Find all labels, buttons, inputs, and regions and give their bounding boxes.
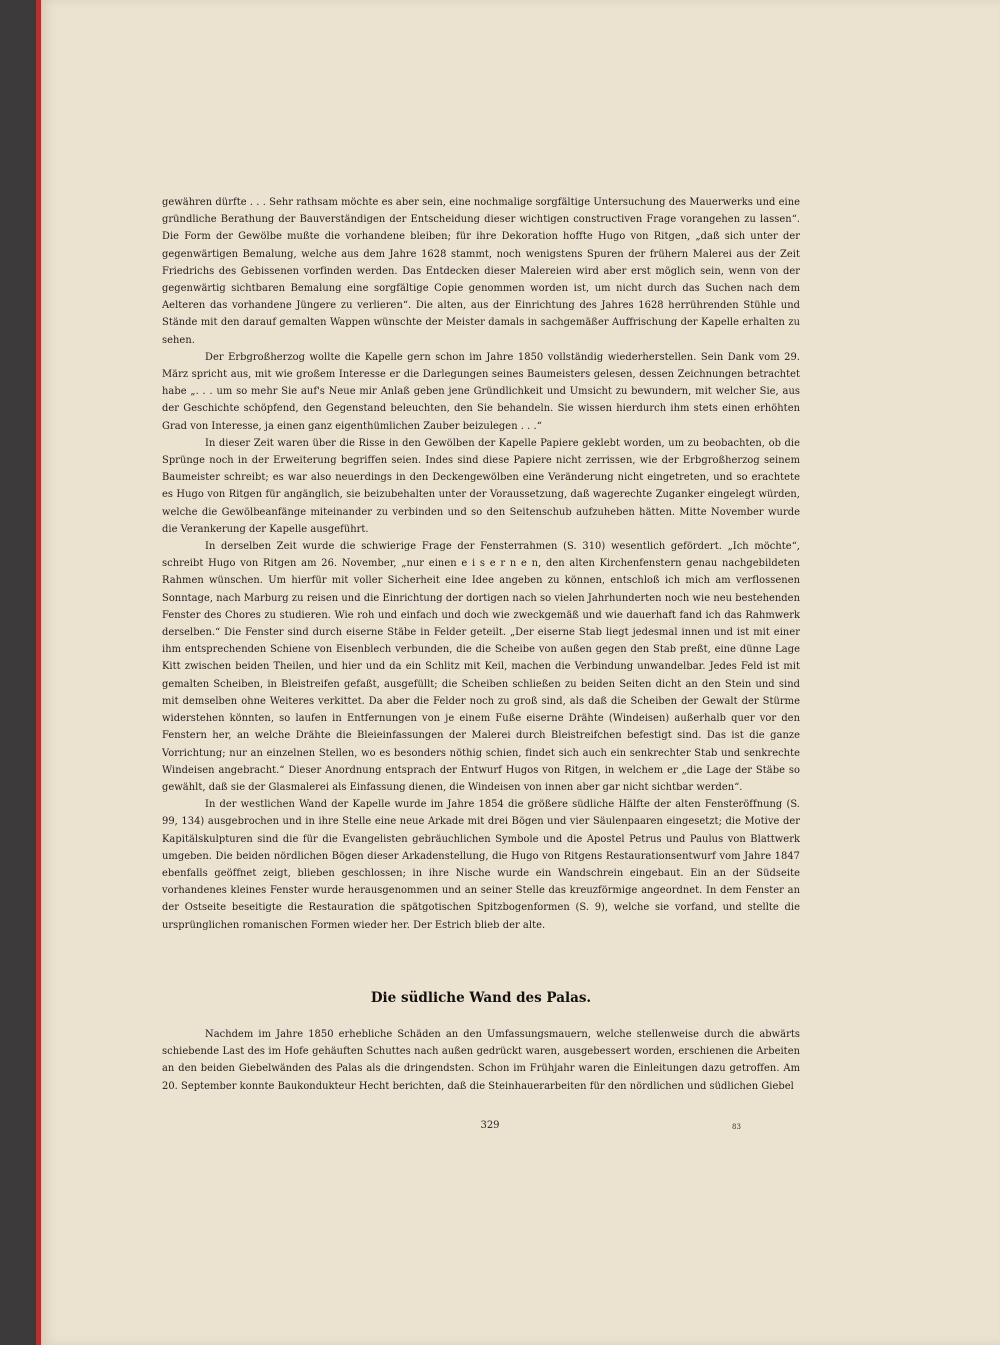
paragraph: In dieser Zeit waren über die Risse in den Gewölben der Kapelle Papiere geklebt worden, um zu beobachten, ob die Sprünge noch in der Erweiterung begriffen seien. Indes sind diese Papiere nicht zerrissen, wie der Erbgroßherzog seinem Baumeister schreibt; es war also neuerdings in den Deckengewölben eine Veränderung nicht eingetreten, und so erachtete es Hugo von Ritgen für angänglich, sie beizubehalten unter der Voraussetzung, daß wagerechte Zuganker eingelegt würden, welche die Gewölbeanfänge miteinander zu verbinden und so den Seitenschub aufzuheben hätten. Mitte November wurde die Verankerung der Kapelle ausgeführt. xyxy=(162,437,800,535)
section-text xyxy=(162,1026,800,1095)
page-number: 329 xyxy=(480,1120,500,1131)
paragraph: In derselben Zeit wurde die schwierige Frage der Fensterrahmen (S. 310) wesentlich gefördert. „Ich möchte“, schreibt Hugo von Ritgen am 26. November, „nur einen e i s e r n e n, den alten Kirchenfenstern genau nachgebildeten Rahmen wünschen. Um hierfür mit voller Sicherheit eine Idee angeben zu können, entschloß ich mich am verflossenen Sonntage, nach Marburg zu reisen und die Einrichtung der dortigen nach so vielen Jahrhunderten noch wie neu bestehenden Fenster des Chores zu studieren. Wie roh und einfach und doch wie zweckgemäß und wie dauerhaft fand ich das Rahmwerk derselben.“ Die Fenster sind durch eiserne Stäbe in Felder geteilt. „Der eiserne Stab liegt jedesmal innen und ist mit einer ihm entsprechenden Schiene von Eisenblech verbunden, die die Scheibe von außen gegen den Stab preßt, eine dünne Lage Kitt zwischen beiden Theilen, und hier und da ein Schlitz mit Keil, machen die Verbindung unwandelbar. Jedes Feld ist mit gemalten Scheiben, in Bleistreifen gefaßt, ausgefüllt; die Scheiben schließen zu beiden Seiten dicht an den Stein und sind mit demselben ohne Weiteres verkittet. Da aber die Felder noch zu groß sind, als daß die Scheiben der Gewalt der Stürme widerstehen könnten, so laufen in Entfernungen von je einem Fuße eiserne Drähte (Windeisen) außerhalb quer vor den Fenstern her, an welche Drähte die Bleieinfassungen der Malerei durch Bleistreifchen befestigt sind. Das ist die ganze Vorrichtung; nur an einzelnen Stellen, wo es besonders nöthig schien, findet sich auch ein senkrechter Stab und senkrechte Windeisen angebracht.“ Dieser Anordnung entsprach der Entwurf Hugos von Ritgen, in welchem er „die Lage der Stäbe so gewählt, daß sie der Glasmalerei als Einfassung dienen, die Windeisen von innen aber gar nicht sichtbar werden“. xyxy=(162,541,800,793)
paragraph: Der Erbgroßherzog wollte die Kapelle gern schon im Jahre 1850 vollständig wiederherstellen. Sein Dank vom 29. März spricht aus, mit wie großem Interesse er die Darlegungen seines Baumeisters gelesen, dessen Zeichnungen betrachtet habe „. . . um so mehr Sie auf's Neue mir Anlaß geben jene Gründlichkeit und Umsicht zu bewundern, mit welcher Sie, aus der Geschichte schöpfend, den Gegenstand beleuchten, den Sie behandeln. Sie wissen hierdurch ihm stets einen erhöhten Grad von Interesse, ja einen ganz eigenthümlichen Zauber beizulegen . . .“ xyxy=(162,351,800,432)
body-text xyxy=(162,194,800,934)
paragraph: gewähren dürfte . . . Sehr rathsam möchte es aber sein, eine nochmalige sorgfältige Untersuchung des Mauerwerks und eine gründliche Berathung der Bauverständigen der Entscheidung dieser wichtigen constructiven Frage vorangehen zu lassen“. Die Form der Gewölbe mußte die vorhandene bleiben; für ihre Dekoration hoffte Hugo von Ritgen, „daß sich unter der gegenwärtigen Bemalung, welche aus dem Jahre 1628 stammt, noch wenigstens Spuren der frühern Malerei aus der Zeit Friedrichs des Gebissenen vorfinden werden. Das Entdecken dieser Malereien wird aber erst möglich sein, wenn von der gegenwärtig sichtbaren Bemalung eine sorgfältige Copie genommen worden ist, um nicht durch das Suchen nach dem Aelteren das vorhandene Jüngere zu verlieren“. Die alten, aus der Einrichtung des Jahres 1628 herrührenden Stühle und Stände mit den darauf gemalten Wappen wünschte der Meister damals in sachgemäßer Auffrischung der Kapelle erhalten zu sehen. xyxy=(162,197,800,346)
signature-mark: 83 xyxy=(732,1123,741,1131)
section-heading: Die südliche Wand des Palas. xyxy=(370,990,592,1006)
paragraph: In der westlichen Wand der Kapelle wurde im Jahre 1854 die größere südliche Hälfte der alten Fensteröffnung (S. 99, 134) ausgebrochen und in ihre Stelle eine neue Arkade mit drei Bögen und vier Säulenpaaren eingesetzt; die Motive der Kapitälskulpturen sind die für die Evangelisten gebräuchlichen Symbole und die Apostel Petrus und Paulus von Blattwerk umgeben. Die beiden nördlichen Bögen dieser Arkadenstellung, die Hugo von Ritgens Restaurationsentwurf vom Jahre 1847 ebenfalls geöffnet zeigt, blieben geschlossen; in ihre Nische wurde ein Wandschrein eingebaut. Ein an der Südseite vorhandenes kleines Fenster wurde herausgenommen und an seiner Stelle das kreuzförmige angeordnet. In dem Fenster an der Ostseite beseitigte die Restauration die spätgotischen Spitzbogenformen (S. 9), welche sie vorfand, und stellte die ursprünglichen romanischen Formen wieder her. Der Estrich blieb der alte. xyxy=(162,799,800,931)
paragraph: Nachdem im Jahre 1850 erhebliche Schäden an den Umfassungsmauern, welche stellenweise durch die abwärts schiebende Last des im Hofe gehäuften Schuttes nach außen gedrückt waren, ausgebessert worden, erschienen die Arbeiten an den beiden Giebelwänden des Palas als die dringendsten. Schon im Frühjahr waren die Einleitungen dazu getroffen. Am 20. September konnte Baukondukteur Hecht berichten, daß die Steinhauerarbeiten für den nördlichen und südlichen Giebel xyxy=(162,1029,800,1092)
